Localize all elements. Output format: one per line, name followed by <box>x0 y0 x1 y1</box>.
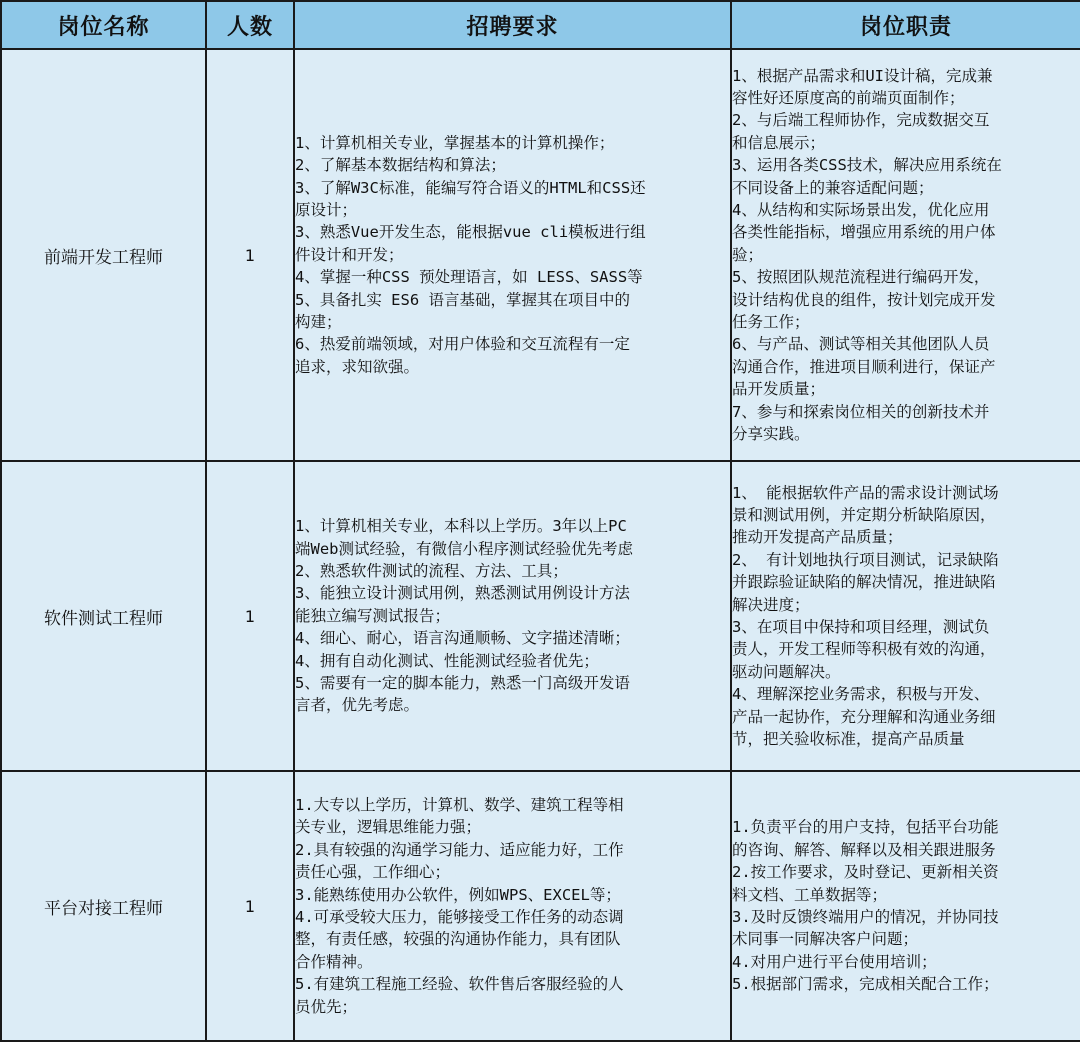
duties-list <box>732 816 1080 995</box>
duty-line: 验； <box>732 245 764 264</box>
requirement-line: 整，有责任感，较强的沟通协作能力，具有团队 <box>295 930 621 949</box>
requirement-line: 责任心强，工作细心； <box>295 863 451 882</box>
requirement-line: 1、计算机相关专业，掌握基本的计算机操作； <box>295 133 615 152</box>
duty-line: 节，把关验收标准，提高产品质量 <box>732 730 965 749</box>
requirement-line: 1.大专以上学历，计算机、数学、建筑工程等相 <box>295 795 624 814</box>
job-row-frontend <box>1 49 1080 461</box>
duty-line: 1.负责平台的用户支持，包括平台功能 <box>732 818 999 837</box>
position-name: 软件测试工程师 <box>1 461 206 771</box>
headcount: 1 <box>206 49 294 461</box>
requirement-line: 原设计； <box>295 200 358 219</box>
requirement-line: 3、熟悉Vue开发生态，能根据vue cli模板进行组 <box>295 223 646 242</box>
requirements-cell <box>294 771 731 1041</box>
duty-line: 2.按工作要求，及时登记、更新相关资 <box>732 863 999 882</box>
duty-line: 品开发质量； <box>732 380 826 399</box>
duty-line: 任务工作； <box>732 313 810 332</box>
requirement-line: 3、了解W3C标准，能编写符合语义的HTML和CSS还 <box>295 178 646 197</box>
requirements-cell <box>294 49 731 461</box>
duty-line: 景和测试用例，并定期分析缺陷原因， <box>732 505 996 524</box>
duty-line: 和信息展示； <box>732 133 826 152</box>
duty-line: 1、 能根据软件产品的需求设计测试场 <box>732 483 999 502</box>
duty-line: 4.对用户进行平台使用培训； <box>732 952 937 971</box>
duty-line: 2、 有计划地执行项目测试，记录缺陷 <box>732 550 999 569</box>
duties-cell <box>731 771 1080 1041</box>
requirements-cell <box>294 461 731 771</box>
requirements-list <box>295 794 730 1018</box>
requirement-line: 3、能独立设计测试用例，熟悉测试用例设计方法 <box>295 584 630 603</box>
duty-line: 的咨询、解答、解释以及相关跟进服务 <box>732 840 996 859</box>
requirement-line: 1、计算机相关专业，本科以上学历。3年以上PC <box>295 517 627 536</box>
requirement-line: 2、了解基本数据结构和算法； <box>295 156 506 175</box>
requirement-line: 5、需要有一定的脚本能力，熟悉一门高级开发语 <box>295 674 630 693</box>
duty-line: 产品一起协作，充分理解和沟通业务细 <box>732 707 996 726</box>
duty-line: 2、与后端工程师协作，完成数据交互 <box>732 111 990 130</box>
header-count: 人数 <box>206 1 294 49</box>
duty-line: 各类性能指标，增强应用系统的用户体 <box>732 223 996 242</box>
requirements-list <box>295 132 730 378</box>
duty-line: 解决进度； <box>732 595 810 614</box>
duty-line: 1、根据产品需求和UI设计稿，完成兼 <box>732 66 993 85</box>
headcount: 1 <box>206 461 294 771</box>
duty-line: 沟通合作，推进项目顺利进行，保证产 <box>732 357 996 376</box>
header-requirements: 招聘要求 <box>294 1 731 49</box>
duty-line: 设计结构优良的组件，按计划完成开发 <box>732 290 996 309</box>
position-name: 平台对接工程师 <box>1 771 206 1041</box>
job-row-tester <box>1 461 1080 771</box>
duty-line: 4、理解深挖业务需求，积极与开发、 <box>732 685 990 704</box>
requirement-line: 追求，求知欲强。 <box>295 357 420 376</box>
requirement-line: 能独立编写测试报告； <box>295 606 451 625</box>
requirement-line: 5.有建筑工程施工经验、软件售后客服经验的人 <box>295 975 624 994</box>
duties-list <box>732 65 1080 446</box>
requirement-line: 2、熟悉软件测试的流程、方法、工具； <box>295 561 568 580</box>
requirement-line: 5、具备扎实 ES6 语言基础，掌握其在项目中的 <box>295 290 630 309</box>
duty-line: 分享实践。 <box>732 425 810 444</box>
duty-line: 驱动问题解决。 <box>732 662 841 681</box>
requirement-line: 件设计和开发； <box>295 245 404 264</box>
requirement-line: 3.能熟练使用办公软件，例如WPS、EXCEL等； <box>295 885 621 904</box>
duty-line: 并跟踪验证缺陷的解决情况，推进缺陷 <box>732 573 996 592</box>
requirement-line: 言者，优先考虑。 <box>295 696 420 715</box>
requirements-list <box>295 515 730 717</box>
requirement-line: 构建； <box>295 313 342 332</box>
duty-line: 6、与产品、测试等相关其他团队人员 <box>732 335 990 354</box>
requirement-line: 员优先； <box>295 997 358 1016</box>
duty-line: 不同设备上的兼容适配问题； <box>732 178 934 197</box>
job-row-platform <box>1 771 1080 1041</box>
requirement-line: 端Web测试经验，有微信小程序测试经验优先考虑 <box>295 539 633 558</box>
requirement-line: 关专业，逻辑思维能力强； <box>295 818 482 837</box>
duties-list <box>732 482 1080 751</box>
duty-line: 5、按照团队规范流程进行编码开发， <box>732 268 990 287</box>
duties-cell <box>731 49 1080 461</box>
header-duties: 岗位职责 <box>731 1 1080 49</box>
position-name: 前端开发工程师 <box>1 49 206 461</box>
duty-line: 3、在项目中保持和项目经理，测试负 <box>732 618 990 636</box>
duty-line: 3、运用各类CSS技术，解决应用系统在 <box>732 156 1002 175</box>
requirement-line: 合作精神。 <box>295 952 373 971</box>
headcount: 1 <box>206 771 294 1041</box>
requirement-line: 6、热爱前端领域，对用户体验和交互流程有一定 <box>295 335 630 354</box>
requirement-line: 4.可承受较大压力，能够接受工作任务的动态调 <box>295 908 624 926</box>
header-position: 岗位名称 <box>1 1 206 49</box>
duties-cell <box>731 461 1080 771</box>
duty-line: 术同事一同解决客户问题； <box>732 930 919 949</box>
requirement-line: 4、拥有自动化测试、性能测试经验者优先； <box>295 651 599 670</box>
duty-line: 容性好还原度高的前端页面制作； <box>732 88 965 107</box>
requirement-line: 2.具有较强的沟通学习能力、适应能力好，工作 <box>295 840 624 859</box>
requirement-line: 4、细心、耐心，语言沟通顺畅、文字描述清晰； <box>295 629 630 648</box>
duty-line: 4、从结构和实际场景出发，优化应用 <box>732 200 990 219</box>
duty-line: 7、参与和探索岗位相关的创新技术并 <box>732 402 990 421</box>
duty-line: 3.及时反馈终端用户的情况，并协同技 <box>732 908 999 926</box>
duty-line: 5.根据部门需求，完成相关配合工作； <box>732 975 999 994</box>
duty-line: 推动开发提高产品质量； <box>732 528 903 547</box>
header-row <box>1 1 1080 49</box>
duty-line: 责人，开发工程师等积极有效的沟通， <box>732 640 996 659</box>
requirement-line: 4、掌握一种CSS 预处理语言，如 LESS、SASS等 <box>295 268 643 287</box>
duty-line: 料文档、工单数据等； <box>732 885 888 904</box>
